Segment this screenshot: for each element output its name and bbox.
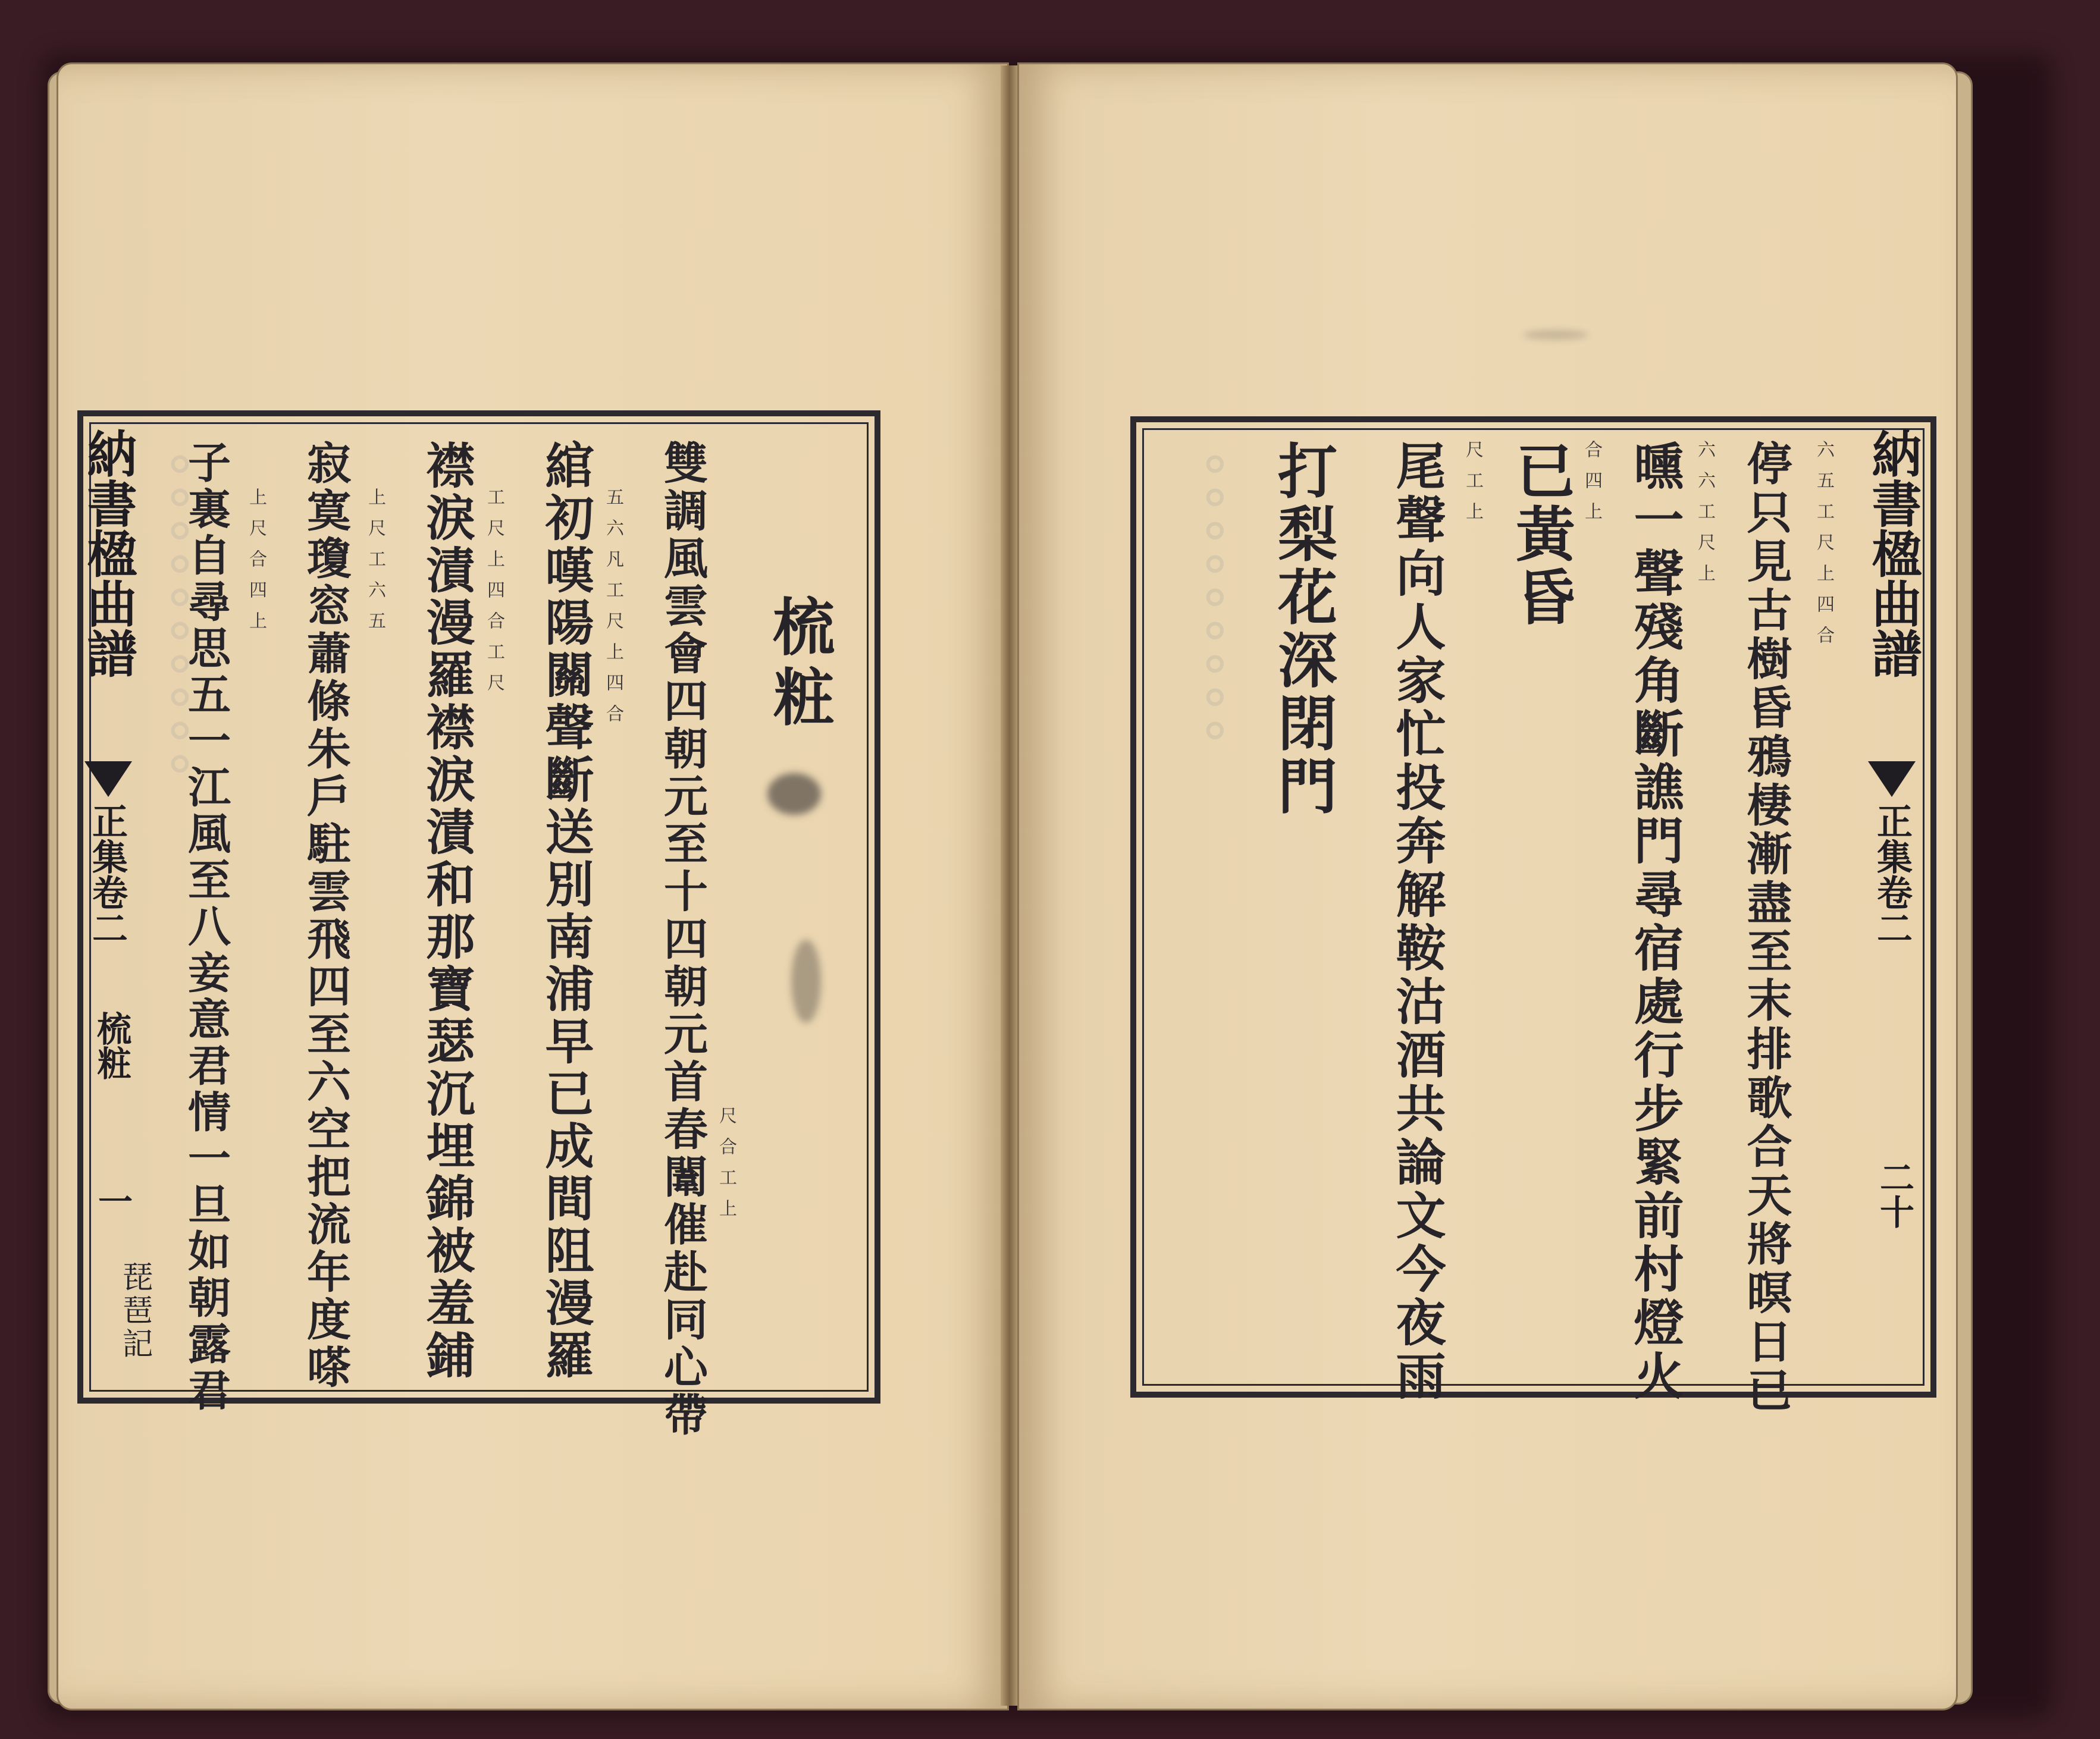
right-margin-page-number: 二十 (1874, 1160, 1914, 1229)
right-margin-title: 納書楹曲譜 (1864, 428, 1923, 678)
left-notation-3: 工尺上四合工尺 (484, 488, 504, 704)
left-column-3: 襟淚漬漫羅襟淚漬和那寶瑟沉埋錦被羞鋪 (418, 440, 475, 1382)
right-notation-1: 六五工尺上四合 (1813, 440, 1834, 657)
left-column-4: 寂寞瓊窓蕭條朱戶駐雲飛四至六空把流年度嗏 (300, 440, 351, 1392)
left-margin-collection: 正集卷二 (86, 803, 128, 946)
right-margin-collection: 正集卷二 (1871, 803, 1913, 946)
book-gutter (1001, 65, 1018, 1706)
left-notation-4: 上尺工六五 (365, 488, 385, 642)
right-fold-mark (1868, 761, 1916, 797)
right-column-3: 已黃昏 (1506, 440, 1576, 629)
left-notation-2: 五六凡工尺上四合 (603, 488, 623, 735)
right-column-2: 曛一聲殘角斷譙門尋宿處行步緊前村燈火 (1626, 440, 1685, 1404)
left-source-note: 琵琶記 (117, 1261, 152, 1361)
seal-smudge (767, 773, 821, 815)
left-column-1: 雙調風雲會四朝元至十四朝元首春闈催赴同心帶 (657, 440, 708, 1439)
right-column-4: 尾聲向人家忙投奔解鞍沽酒共論文今夜雨 (1388, 440, 1447, 1404)
left-notation-5: 上尺合四上 (246, 488, 267, 642)
left-margin-page-number: 一 (92, 1184, 133, 1218)
left-notation-1: 尺合工上 (716, 1106, 736, 1230)
left-margin-play-name: 梳粧 (91, 1011, 131, 1080)
left-fold-mark (84, 761, 132, 797)
piece-title: 梳粧 (762, 595, 835, 735)
ink-speck (1523, 330, 1588, 340)
right-column-5: 打梨花深閉門 (1268, 440, 1338, 818)
left-column-2: 綰初嘆陽關聲斷送別南浦早已成間阻漫羅 (537, 440, 594, 1382)
right-column-1: 停只見古樹昏鴉棲漸盡至末排歌合天將暝日已 (1739, 440, 1792, 1415)
seal-smudge-2 (791, 940, 821, 1023)
left-bleed-through: 。。。。。。。。。。 (126, 452, 193, 814)
right-notation-2: 六六工尺上 (1694, 440, 1715, 595)
right-notation-4: 尺工上 (1462, 440, 1483, 533)
left-margin-title: 納書楹曲譜 (79, 428, 138, 678)
right-notation-3: 合四上 (1581, 440, 1602, 533)
left-column-5: 子裏自尋思五一江風至八妾意君情一旦如朝露君 (181, 440, 231, 1414)
right-bleed-through: 。。。。。。。。。 (1161, 452, 1228, 780)
